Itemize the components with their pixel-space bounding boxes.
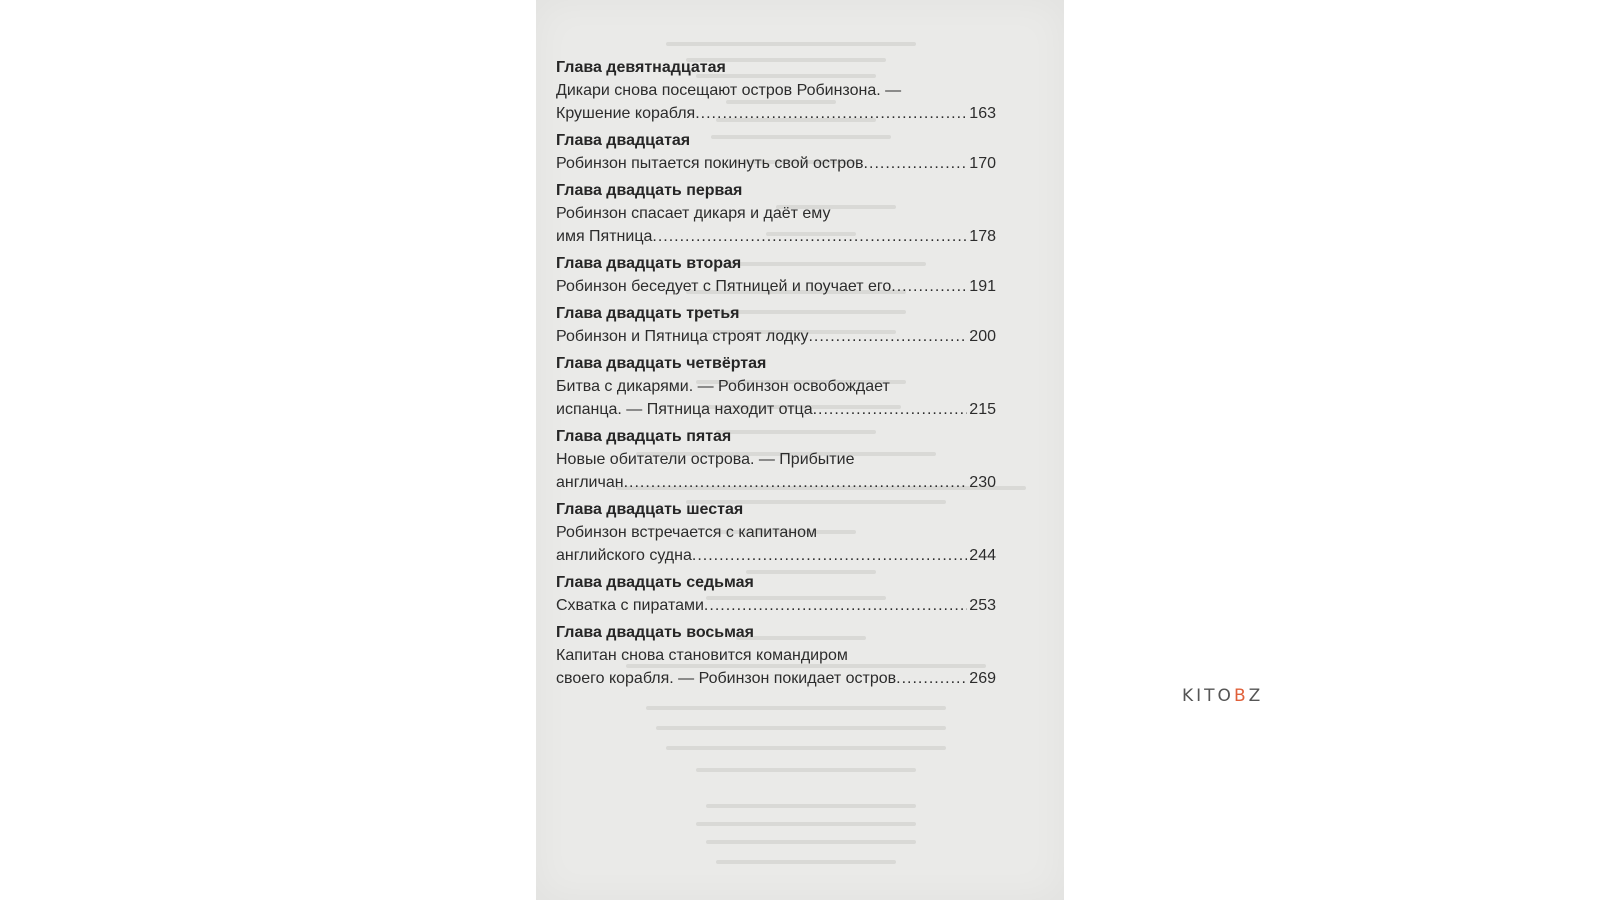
dot-leader bbox=[891, 275, 967, 298]
chapter-description-text: англичан bbox=[556, 474, 624, 491]
chapter-description-last bbox=[556, 471, 996, 494]
toc-entry bbox=[556, 425, 996, 494]
page-number: 191 bbox=[969, 278, 996, 295]
chapter-description-last bbox=[556, 275, 996, 298]
logo-text-end: Z bbox=[1248, 686, 1264, 706]
dot-leader bbox=[704, 594, 967, 617]
chapter-description-last bbox=[556, 594, 996, 617]
chapter-description-text: имя Пятница bbox=[556, 228, 653, 245]
toc-entry bbox=[556, 179, 996, 248]
kitobz-watermark-logo bbox=[1182, 686, 1263, 706]
dot-leader bbox=[652, 225, 967, 248]
page-number: 215 bbox=[969, 401, 996, 418]
chapter-description-text: Робинзон и Пятница строят лодку bbox=[556, 328, 809, 345]
chapter-title: Глава двадцать седьмая bbox=[556, 574, 754, 591]
logo-text-mark: B bbox=[1233, 686, 1249, 706]
page-number: 253 bbox=[969, 597, 996, 614]
dot-leader bbox=[624, 471, 968, 494]
chapter-description-text: испанца. — Пятница находит отца bbox=[556, 401, 813, 418]
chapter-description-text: Робинзон пытается покинуть свой остров bbox=[556, 155, 864, 172]
chapter-title: Глава двадцать вторая bbox=[556, 255, 742, 272]
page-number: 200 bbox=[969, 328, 996, 345]
page-number: 230 bbox=[969, 474, 996, 491]
dot-leader bbox=[695, 102, 967, 125]
table-of-contents bbox=[556, 56, 996, 694]
page-number: 269 bbox=[969, 670, 996, 687]
chapter-description-text: Схватка с пиратами bbox=[556, 597, 704, 614]
chapter-description-text: английского судна bbox=[556, 547, 692, 564]
chapter-title: Глава двадцать пятая bbox=[556, 428, 732, 445]
chapter-description-text: Робинзон беседует с Пятницей и поучает его bbox=[556, 278, 892, 295]
dot-leader bbox=[864, 152, 968, 175]
chapter-description: Робинзон спасает дикаря и даёт ему bbox=[556, 205, 831, 222]
chapter-description: Битва с дикарями. — Робинзон освобождает bbox=[556, 378, 890, 395]
chapter-description: Дикари снова посещают остров Робинзона. — bbox=[556, 82, 902, 99]
chapter-description-last bbox=[556, 152, 996, 175]
toc-entry bbox=[556, 252, 996, 298]
book-page bbox=[536, 0, 1064, 900]
toc-entry bbox=[556, 621, 996, 690]
chapter-description-last bbox=[556, 667, 996, 690]
chapter-title: Глава двадцать восьмая bbox=[556, 624, 754, 641]
toc-entry bbox=[556, 56, 996, 125]
page-number: 163 bbox=[969, 105, 996, 122]
chapter-description-text: своего корабля. — Робинзон покидает остров bbox=[556, 670, 897, 687]
chapter-description-last bbox=[556, 544, 996, 567]
page-number: 178 bbox=[969, 228, 996, 245]
page-number: 170 bbox=[969, 155, 996, 172]
chapter-title: Глава двадцать шестая bbox=[556, 501, 744, 518]
toc-entry bbox=[556, 352, 996, 421]
chapter-description: Капитан снова становится командиром bbox=[556, 647, 848, 664]
chapter-description: Новые обитатели острова. — Прибытие bbox=[556, 451, 855, 468]
chapter-description-last bbox=[556, 102, 996, 125]
chapter-description-last bbox=[556, 398, 996, 421]
logo-text-start: KITO bbox=[1182, 686, 1234, 706]
chapter-description-text: Крушение корабля bbox=[556, 105, 696, 122]
dot-leader bbox=[808, 325, 967, 348]
chapter-title: Глава девятнадцатая bbox=[556, 59, 726, 76]
toc-entry bbox=[556, 129, 996, 175]
dot-leader bbox=[692, 544, 967, 567]
toc-entry bbox=[556, 302, 996, 348]
chapter-description-last bbox=[556, 325, 996, 348]
chapter-description: Робинзон встречается с капитаном bbox=[556, 524, 817, 541]
chapter-title: Глава двадцать четвёртая bbox=[556, 355, 767, 372]
toc-entry bbox=[556, 571, 996, 617]
chapter-title: Глава двадцатая bbox=[556, 132, 691, 149]
page-number: 244 bbox=[969, 547, 996, 564]
toc-entry bbox=[556, 498, 996, 567]
dot-leader bbox=[896, 667, 967, 690]
chapter-title: Глава двадцать третья bbox=[556, 305, 740, 322]
chapter-description-last bbox=[556, 225, 996, 248]
dot-leader bbox=[813, 398, 968, 421]
chapter-title: Глава двадцать первая bbox=[556, 182, 743, 199]
